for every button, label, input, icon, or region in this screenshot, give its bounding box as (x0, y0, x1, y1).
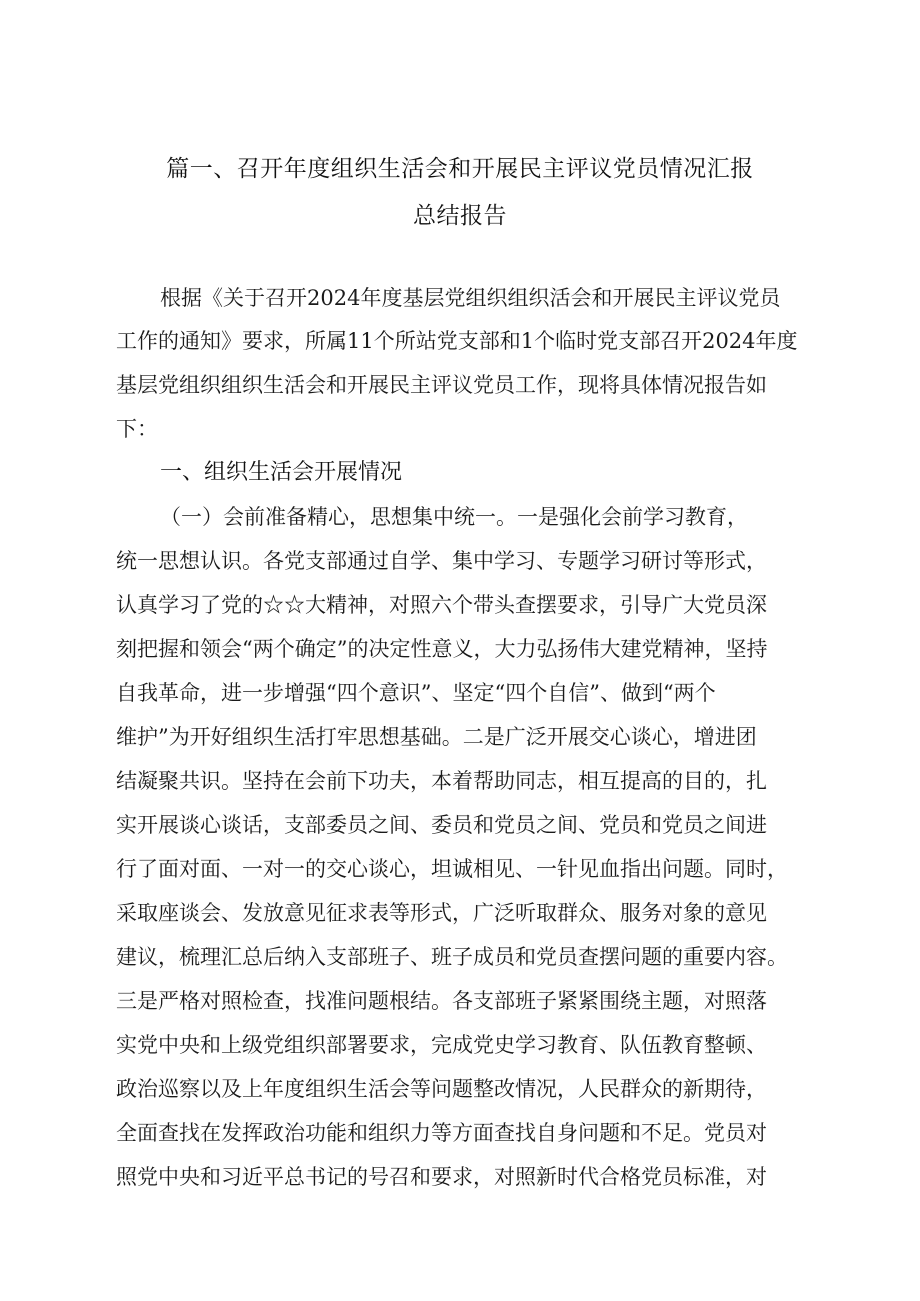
body-line: 认真学习了党的☆☆大精神，对照六个带头查摆要求，引导广大党员深 (116, 593, 767, 617)
document-title-line-1: 篇一、召开年度组织生活会和开展民主评议党员情况汇报 (166, 156, 754, 182)
intro-line-4: 下： (116, 417, 158, 441)
body-line: （一）会前准备精心，思想集中统一。一是强化会前学习教育， (160, 505, 748, 529)
body-line: 行了面对面、一对一的交心谈心，坦诚相见、一针见血指出问题。同时， (116, 857, 788, 881)
body-line: 采取座谈会、发放意见征求表等形式，广泛听取群众、服务对象的意见 (116, 901, 767, 925)
document-title-line-2: 总结报告 (413, 203, 507, 229)
intro-line-1: 根据《关于召开2024年度基层党组织组织活会和开展民主评议党员 (160, 286, 781, 310)
body-line: 维护”为开好组织生活打牢思想基础。二是广泛开展交心谈心，增进团 (116, 725, 757, 749)
body-line: 三是严格对照检查，找准问题根结。各支部班子紧紧围绕主题，对照落 (116, 989, 767, 1013)
body-line: 结凝聚共识。坚持在会前下功夫，本着帮助同志，相互提高的目的，扎 (116, 769, 767, 793)
body-line: 自我革命，进一步增强“四个意识”、坚定“四个自信”、做到“两个 (116, 681, 716, 705)
body-line: 实开展谈心谈话，支部委员之间、委员和党员之间、党员和党员之间进 (116, 813, 767, 837)
body-line: 照党中央和习近平总书记的号召和要求，对照新时代合格党员标准，对 (116, 1165, 767, 1189)
intro-line-2: 工作的通知》要求，所属11个所站党支部和1个临时党支部召开2024年度 (116, 329, 798, 353)
body-line: 刻把握和领会“两个确定”的决定性意义，大力弘扬伟大建党精神，坚持 (116, 637, 768, 661)
body-line: 政治巡察以及上年度组织生活会等问题整改情况，人民群众的新期待， (116, 1077, 767, 1101)
body-line: 全面查找在发挥政治功能和组织力等方面查找自身问题和不足。党员对 (116, 1121, 767, 1145)
body-line: 统一思想认识。各党支部通过自学、集中学习、专题学习研讨等形式， (116, 549, 767, 573)
body-line: 建议，梳理汇总后纳入支部班子、班子成员和党员查摆问题的重要内容。 (116, 945, 788, 969)
intro-line-3: 基层党组织组织生活会和开展民主评议党员工作，现将具体情况报告如 (116, 373, 767, 397)
section-heading: 一、组织生活会开展情况 (160, 460, 403, 485)
body-line: 实党中央和上级党组织部署要求，完成党史学习教育、队伍教育整顿、 (116, 1033, 767, 1057)
